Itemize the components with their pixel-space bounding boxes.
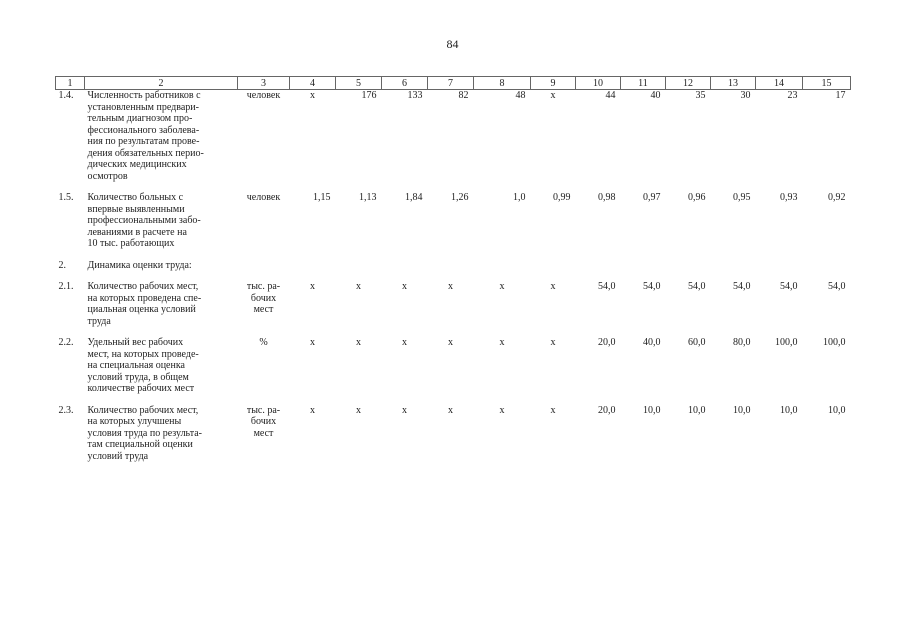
value-cell: 54,0 — [643, 281, 661, 292]
value-cell: х — [356, 337, 361, 348]
header-row — [56, 77, 851, 90]
row-spacer — [56, 327, 851, 337]
value-cell: 80,0 — [733, 337, 751, 348]
value-cell: 1,84 — [405, 192, 423, 203]
indicator-text-line: леваниями в расчете на — [87, 226, 187, 238]
indicator-text-line: условий труда — [87, 450, 149, 462]
value-cell: 35 — [695, 90, 706, 101]
table-row — [56, 281, 851, 327]
value-cell: 48 — [515, 90, 526, 101]
value-cell: 17 — [835, 90, 846, 101]
indicator-cell — [85, 405, 238, 463]
indicator-text-line: дения обязательных перио- — [87, 147, 204, 159]
value-cell: х — [402, 404, 407, 416]
data-table — [55, 76, 851, 462]
row-spacer — [56, 395, 851, 405]
value-cell: 100,0 — [775, 337, 798, 348]
value-cell: 1,0 — [513, 192, 526, 203]
column-header: 13 — [711, 77, 756, 90]
indicator-text-line: 10 тыс. работающих — [87, 238, 175, 249]
indicator-cell — [85, 90, 238, 183]
indicator-text-line: на которых улучшены — [87, 416, 182, 427]
column-header: 1 — [56, 77, 85, 90]
column-header: 10 — [576, 77, 621, 90]
row-spacer — [56, 271, 851, 281]
value-cell: 20,0 — [598, 404, 616, 416]
page-number: 84 — [446, 37, 459, 51]
column-header: 7 — [428, 77, 474, 90]
value-cell: 10,0 — [643, 404, 661, 416]
column-header: 2 — [85, 77, 238, 90]
column-header: 8 — [474, 77, 531, 90]
value-cell: 1,13 — [359, 192, 377, 203]
indicator-text-line: профессиональными забо- — [87, 215, 201, 226]
indicator-text-line: Количество рабочих мест, — [87, 404, 199, 416]
column-header: 5 — [336, 77, 382, 90]
unit-text-line: мест — [253, 427, 274, 439]
indicator-text-line: ния по результатам прове- — [87, 136, 200, 147]
indicator-text-line: там специальной оценки — [87, 439, 193, 450]
unit-cell — [238, 337, 290, 395]
indicator-cell — [85, 281, 238, 327]
value-cell: 1,15 — [313, 192, 331, 203]
value-cell: х — [356, 404, 361, 416]
value-cell: х — [550, 281, 556, 292]
table-row — [56, 337, 851, 395]
spacer-cell — [56, 327, 851, 337]
row-spacer — [56, 182, 851, 192]
row-number: 2.1. — [58, 281, 74, 292]
value-cell: х — [499, 404, 505, 416]
value-cell: 60,0 — [688, 337, 706, 348]
value-cell: х — [448, 404, 453, 416]
value-cell: 0,93 — [780, 192, 798, 203]
table-row — [56, 192, 851, 250]
table-row — [56, 90, 851, 183]
spacer-cell — [56, 395, 851, 405]
unit-text-line: бочих — [250, 292, 277, 304]
indicator-text-line: фессионального заболева- — [87, 124, 200, 136]
value-cell: 40 — [650, 90, 661, 101]
indicator-cell — [85, 260, 851, 272]
indicator-text-line: условия труда по результа- — [87, 427, 203, 439]
unit-text-line: мест — [253, 304, 274, 315]
value-cell: х — [550, 337, 556, 348]
value-cell: 0,98 — [598, 192, 616, 203]
table-row — [56, 260, 851, 272]
indicator-cell — [85, 192, 238, 250]
indicator-text-line: Количество больных с — [87, 192, 184, 203]
value-cell: 10,0 — [828, 404, 846, 416]
column-header: 14 — [756, 77, 803, 90]
indicator-text-line: на которых проведена спе- — [87, 292, 202, 304]
value-cell: х — [402, 337, 407, 348]
indicator-text-line: количестве рабочих мест — [87, 383, 195, 394]
value-cell: х — [402, 281, 407, 292]
indicator-text-line: тельным диагнозом про- — [87, 113, 193, 124]
value-cell: 54,0 — [688, 281, 706, 292]
column-header: 11 — [621, 77, 666, 90]
column-header: 3 — [238, 77, 290, 90]
unit-cell — [238, 281, 290, 327]
value-cell: 0,95 — [733, 192, 751, 203]
unit-cell — [238, 192, 290, 250]
value-cell: х — [310, 90, 315, 101]
value-cell: х — [448, 337, 453, 348]
value-cell: 1,26 — [451, 192, 469, 203]
indicator-text-line: Динамика оценки труда: — [87, 259, 192, 271]
value-cell: 0,99 — [553, 192, 571, 203]
column-header: 9 — [531, 77, 576, 90]
unit-text-line: человек — [246, 192, 281, 203]
value-cell: 82 — [458, 90, 469, 101]
unit-text-line: человек — [246, 90, 281, 101]
row-number: 1.5. — [58, 192, 74, 203]
indicator-text-line: Количество рабочих мест, — [87, 281, 199, 292]
value-cell: х — [310, 404, 315, 416]
indicator-text-line: Удельный вес рабочих — [87, 337, 184, 348]
value-cell: 10,0 — [688, 404, 706, 416]
spacer-cell — [56, 250, 851, 260]
indicator-text-line: дических медицинских — [87, 159, 187, 170]
value-cell: 10,0 — [780, 404, 798, 416]
value-cell: х — [448, 281, 453, 292]
value-cell: х — [550, 90, 556, 101]
value-cell: 100,0 — [823, 337, 846, 348]
value-cell: 30 — [740, 90, 751, 101]
unit-text-line: тыс. ра- — [246, 404, 281, 416]
indicator-text-line: мест, на которых проведе- — [87, 348, 199, 360]
value-cell: 133 — [407, 90, 423, 101]
row-number: 1.4. — [58, 90, 74, 101]
indicator-text-line: условий труда, в общем — [87, 371, 189, 383]
column-header: 12 — [666, 77, 711, 90]
value-cell: х — [499, 281, 505, 292]
indicator-text-line: на специальная оценка — [87, 360, 185, 371]
value-cell: 0,96 — [688, 192, 706, 203]
value-cell: х — [310, 281, 315, 292]
value-cell: х — [356, 281, 361, 292]
value-cell: 54,0 — [828, 281, 846, 292]
unit-text-line: % — [259, 337, 268, 348]
unit-text-line: тыс. ра- — [246, 281, 281, 292]
indicator-cell — [85, 337, 238, 395]
row-number: 2.3. — [58, 404, 74, 416]
unit-text-line: бочих — [250, 416, 277, 427]
value-cell: 23 — [787, 90, 798, 101]
row-number: 2. — [58, 259, 66, 271]
indicator-text-line: циальная оценка условий — [87, 304, 196, 315]
column-header: 4 — [290, 77, 336, 90]
column-header: 15 — [803, 77, 851, 90]
value-cell: х — [499, 337, 505, 348]
indicator-text-line: Численность работников с — [87, 90, 201, 101]
spacer-cell — [56, 182, 851, 192]
unit-cell — [238, 90, 290, 183]
value-cell: 0,92 — [828, 192, 846, 203]
value-cell: х — [550, 404, 556, 416]
indicator-text-line: осмотров — [87, 170, 128, 182]
value-cell: 44 — [605, 90, 616, 101]
indicator-text-line: установленным предвари- — [87, 101, 199, 113]
value-cell: 20,0 — [598, 337, 616, 348]
value-cell: 54,0 — [733, 281, 751, 292]
row-number: 2.2. — [58, 337, 74, 348]
value-cell: 40,0 — [643, 337, 661, 348]
value-cell: 0,97 — [643, 192, 661, 203]
value-cell: х — [310, 337, 315, 348]
indicator-text-line: впервые выявленными — [87, 203, 185, 215]
value-cell: 54,0 — [598, 281, 616, 292]
value-cell: 54,0 — [780, 281, 798, 292]
unit-cell — [238, 405, 290, 463]
table-row — [56, 405, 851, 463]
value-cell: 176 — [361, 90, 377, 101]
column-header: 6 — [382, 77, 428, 90]
spacer-cell — [56, 271, 851, 281]
row-spacer — [56, 250, 851, 260]
indicator-text-line: труда — [87, 315, 111, 327]
value-cell: 10,0 — [733, 404, 751, 416]
